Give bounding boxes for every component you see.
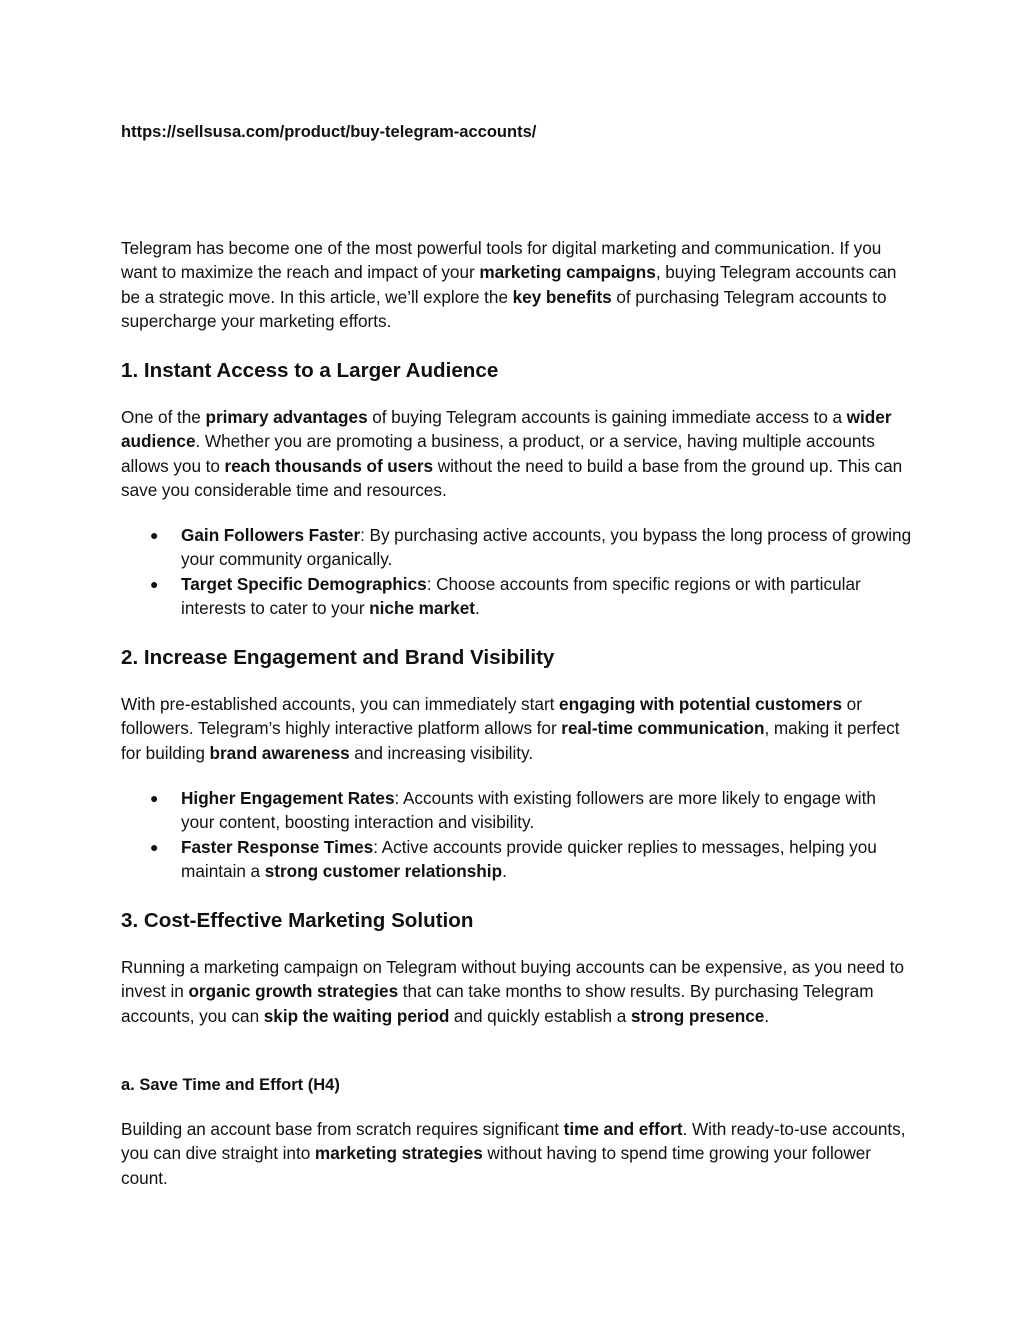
subsection-paragraph: Building an account base from scratch requires significant time and effort. With ready-to-use accounts, you can dive straight into marketing strategies without having to spend time growing your follower count. (121, 1119, 906, 1188)
bullet-icon: ● (150, 838, 159, 855)
list-item: ● Higher Engagement Rates: Accounts with existing followers are more likely to engage with your content, boosting interaction and visibility. (150, 788, 876, 833)
product-url: https://sellsusa.com/product/buy-telegram-accounts/ (121, 123, 537, 141)
intro-paragraph: Telegram has become one of the most powerful tools for digital marketing and communication. If you want to maximize the reach and impact of your marketing campaigns, buying Telegram accounts can be a strategic move. In this article, we’ll explore the key benefits of purchasing Telegram accounts to supercharge your marketing efforts. (121, 238, 897, 332)
bullet-icon: ● (150, 575, 159, 592)
section-heading-3: 3. Cost-Effective Marketing Solution (121, 909, 474, 932)
subsection-heading: a. Save Time and Effort (H4) (121, 1076, 340, 1094)
section-2-paragraph: With pre-established accounts, you can immediately start engaging with potential customers or followers. Telegram’s highly interactive platform allows for real-time communication, making it perfect for building brand awareness and increasing visibility. (121, 694, 900, 763)
section-3-paragraph: Running a marketing campaign on Telegram without buying accounts can be expensive, as you need to invest in organic growth strategies that can take months to show results. By purchasing Telegram accounts, you can skip the waiting period and quickly establish a strong presence. (121, 957, 905, 1026)
bullet-icon: ● (150, 790, 159, 806)
section-2-bullet-list (150, 786, 912, 884)
list-item: ● Gain Followers Faster: By purchasing active accounts, you bypass the long process of growing your community organically. (150, 525, 912, 570)
bullet-icon: ● (150, 527, 159, 543)
section-heading-1: 1. Instant Access to a Larger Audience (121, 359, 499, 382)
section-1-paragraph: One of the primary advantages of buying Telegram accounts is gaining immediate access to a wider audience. Whether you are promoting a business, a product, or a service, having multiple accounts allows you to reach thousands of users without the need to build a base from the ground up. This can save you considerable time and resources. (121, 407, 903, 501)
list-item: ● Faster Response Times: Active accounts provide quicker replies to messages, helping you maintain a strong customer relationship. (150, 836, 877, 882)
list-item: ● Target Specific Demographics: Choose accounts from specific regions or with particular interests to cater to your niche market. (150, 573, 861, 619)
section-heading-2: 2. Increase Engagement and Brand Visibility (121, 646, 555, 669)
section-1-bullet-list (150, 523, 912, 621)
